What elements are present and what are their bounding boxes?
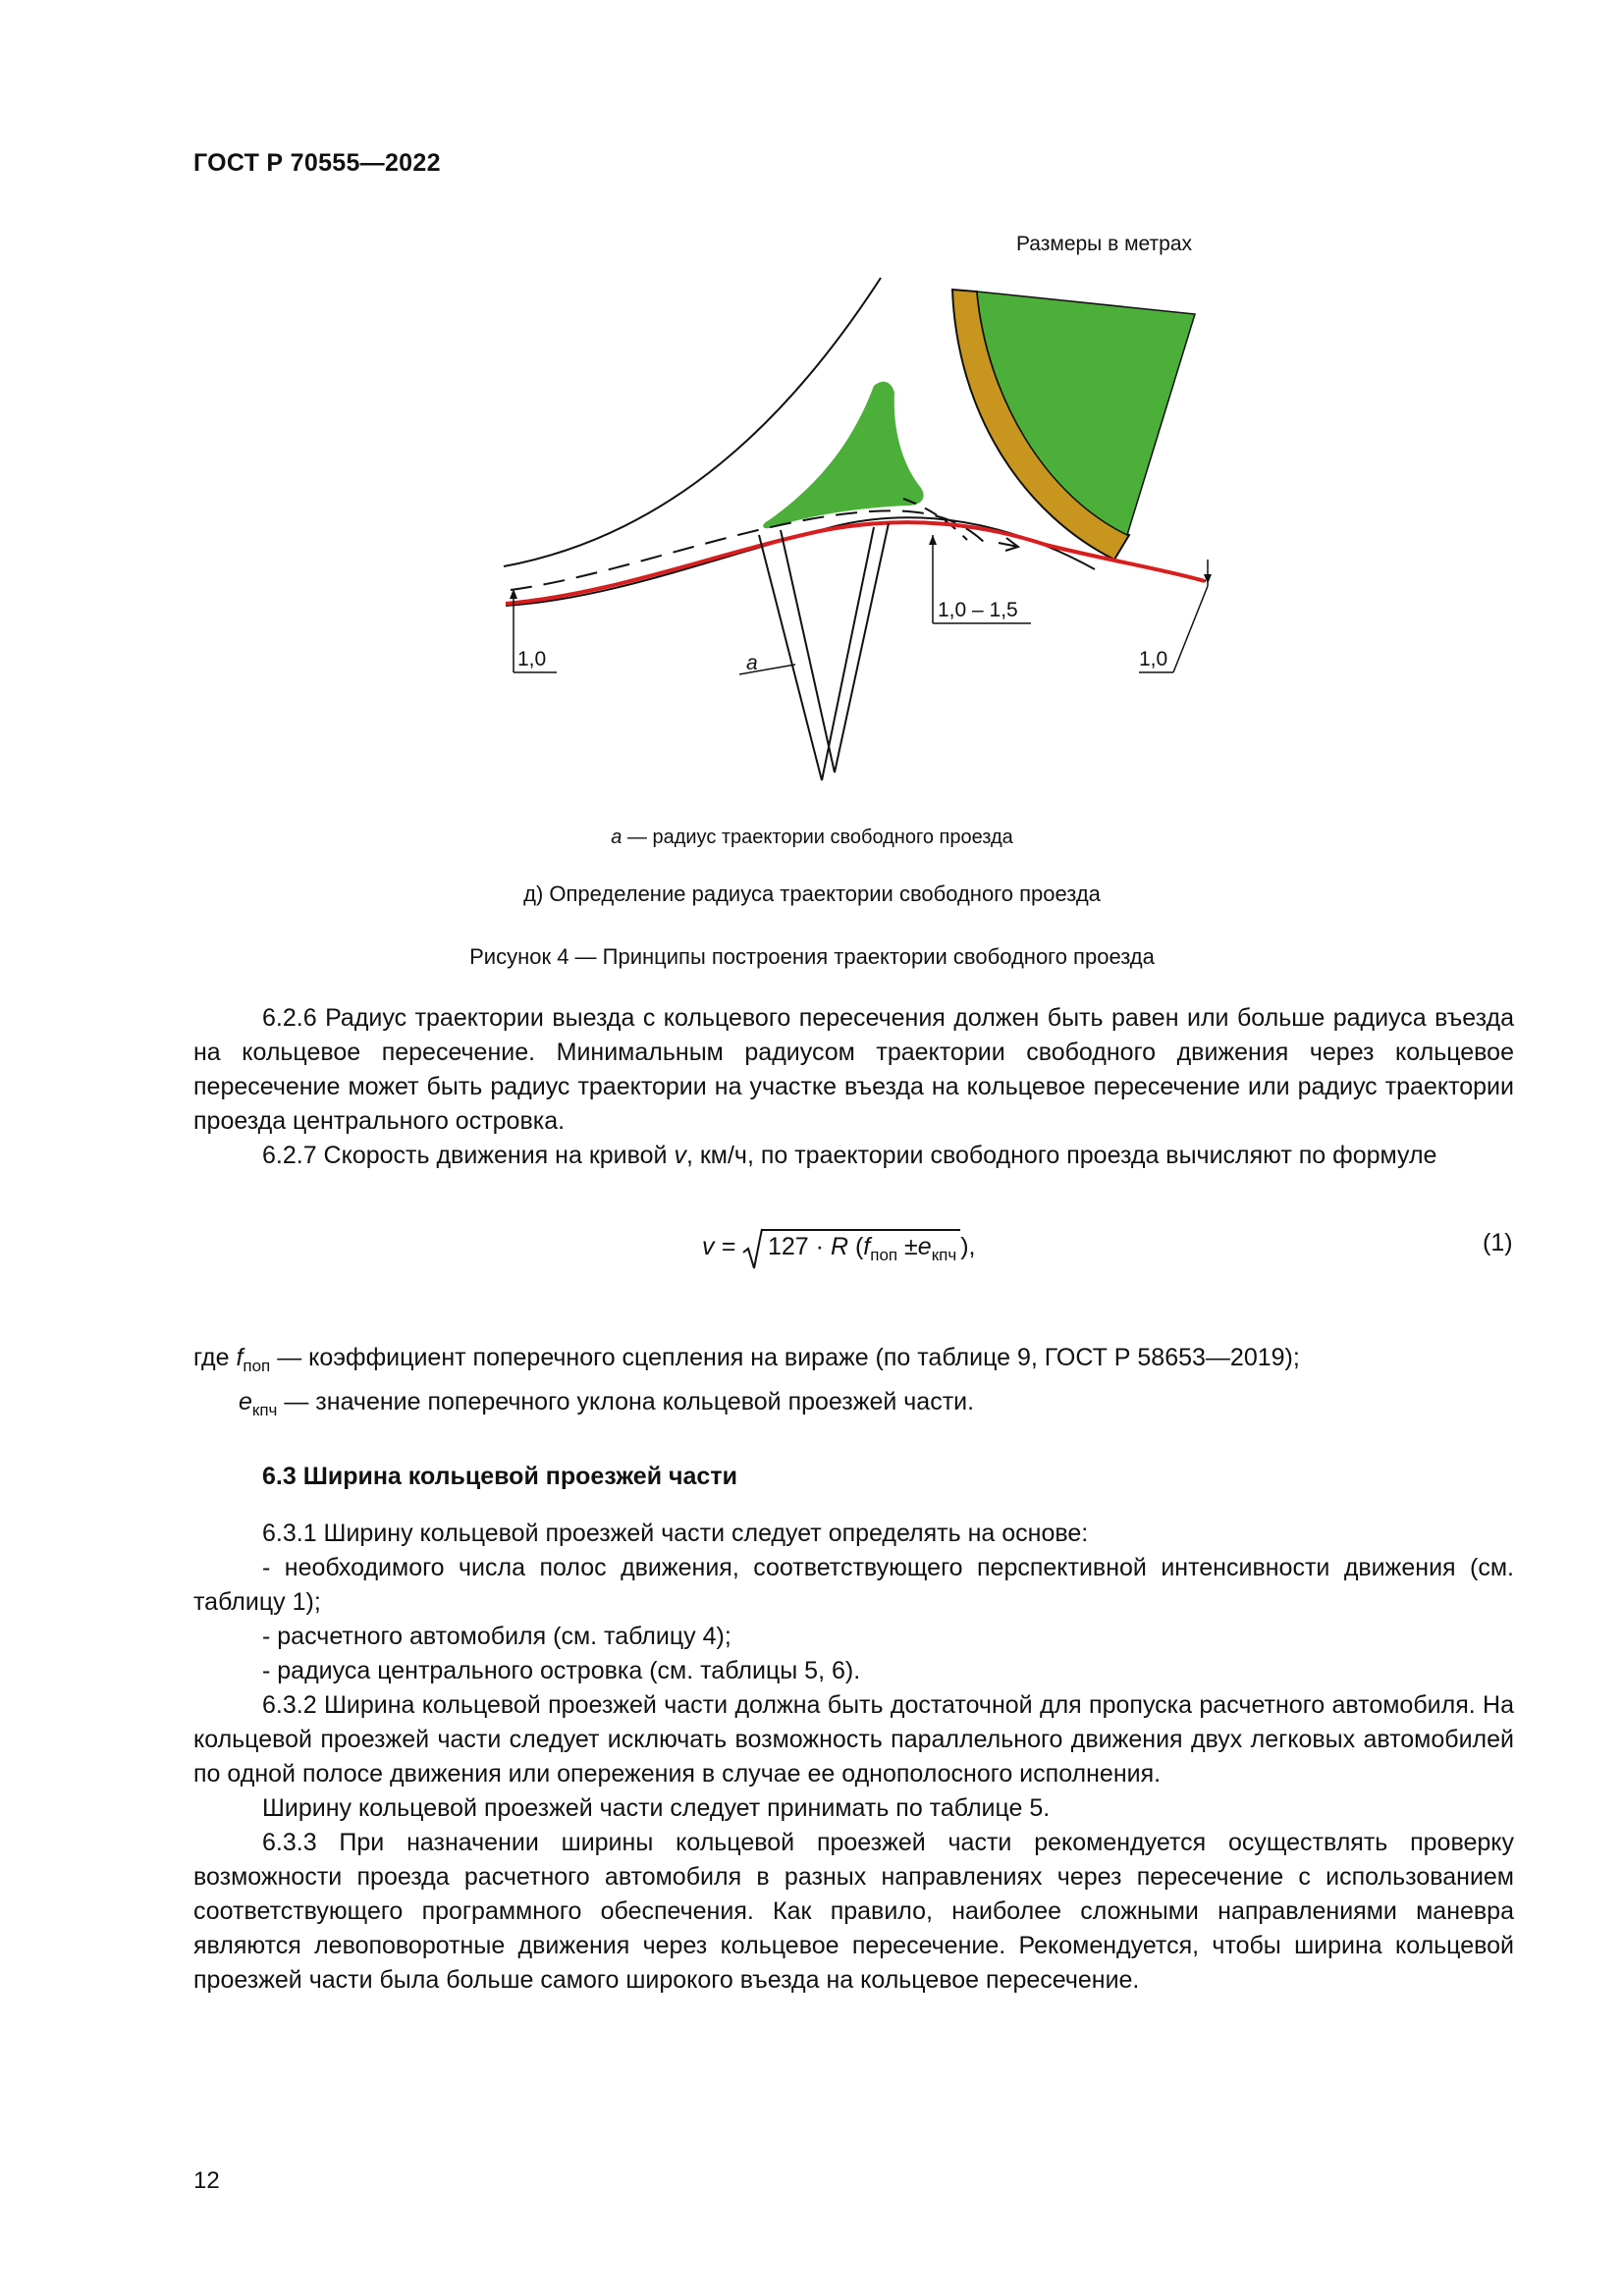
figure-caption: Рисунок 4 — Принципы построения траектории свободного проезда — [469, 944, 1155, 969]
text-block-63 — [193, 1517, 1514, 1998]
dim-left: 1,0 — [517, 648, 547, 670]
where-f: где $f_{поп}$ — коэффициент поперечного сцепления на вираже (по таблице 9, ГОСТ Р 58653—2019); — [193, 1344, 1300, 1375]
units-note: Размеры в метрах — [1016, 233, 1192, 255]
formula-number: (1) — [1483, 1229, 1513, 1256]
dim-offset: 1,0 – 1,5 — [938, 599, 1018, 621]
paragraph-632: 6.3.2 Ширина кольцевой проезжей части должна быть достаточной для пропуска расчетного автомобиля. На кольцевой проезжей части следует исключать возможность параллельного движения двух легковых автомобилей по одной полосе движения или опережения в случае ее однополосного исполнения. — [193, 1691, 1514, 1788]
list-item: - расчетного автомобиля (см. таблицу 4); — [262, 1623, 731, 1650]
sqrt-sign: 127 · R ($f_{поп} \pm e_{кпч}$ — [742, 1229, 960, 1265]
paragraph-631: 6.3.1 Ширину кольцевой проезжей части следует определять на основе: — [262, 1520, 1089, 1547]
figure-legend: а — радиус траектории свободного проезда — [611, 827, 1013, 848]
trajectory-arrow — [999, 538, 1018, 551]
splitter-island — [763, 382, 923, 529]
where-e: $e_{кпч}$ — значение поперечного уклона кольцевой проезжей части. — [239, 1388, 975, 1419]
list-item: - радиуса центрального островка (см. таблицы 5, 6). — [262, 1657, 861, 1684]
page-number: 12 — [193, 2167, 220, 2194]
paragraph-632b: Ширину кольцевой проезжей части следует принимать по таблице 5. — [262, 1794, 1051, 1822]
lower-road-edge — [506, 517, 1095, 606]
section-heading-63: 6.3 Ширина кольцевой проезжей части — [262, 1463, 737, 1490]
paragraph-627: 6.2.7 Скорость движения на кривой v, км/ч, по траектории свободного проезда вычисляют по формуле — [262, 1142, 1437, 1169]
outer-road-edge — [504, 278, 881, 566]
figure-roundabout-trajectory — [496, 221, 1232, 810]
text-block-626-627 — [193, 1001, 1514, 1173]
formula-where — [193, 1340, 1514, 1428]
list-item: - необходимого числа полос движения, соответствующего перспективной интенсивности движения (см. таблицу 1); — [193, 1554, 1514, 1616]
figure-subcaption: д) Определение радиуса траектории свободного проезда — [523, 881, 1101, 906]
roundabout-diagram — [496, 221, 1232, 810]
standard-designation: ГОСТ Р 70555—2022 — [193, 149, 441, 177]
paragraph-626: 6.2.6 Радиус траектории выезда с кольцевого пересечения должен быть равен или больше радиуса въезда на кольцевое пересечение. Минимальным радиусом траектории свободного движения через кольцевое пересечение может быть радиус траектории на участке въезда на кольцевое пересечение или радиус траектории проезда центрального островка. — [193, 1004, 1514, 1135]
formula-speed: v = 127 · R ($f_{поп} \pm e_{кпч}$ ), — [702, 1229, 975, 1265]
paragraph-633: 6.3.3 При назначении ширины кольцевой проезжей части рекомендуется осуществлять проверку возможности проезда расчетного автомобиля в разных направлениях через пересечение с использованием соответствующего программного обеспечения. Как правило, наиболее сложными направлениями маневра являются левоповоротные движения через кольцевое пересечение. Рекомендуется, чтобы ширина кольцевой проезжей части была больше самого широкого въезда на кольцевое пересечение. — [193, 1829, 1514, 1994]
radius-label: а — [746, 652, 758, 674]
dim-right: 1,0 — [1139, 648, 1168, 670]
